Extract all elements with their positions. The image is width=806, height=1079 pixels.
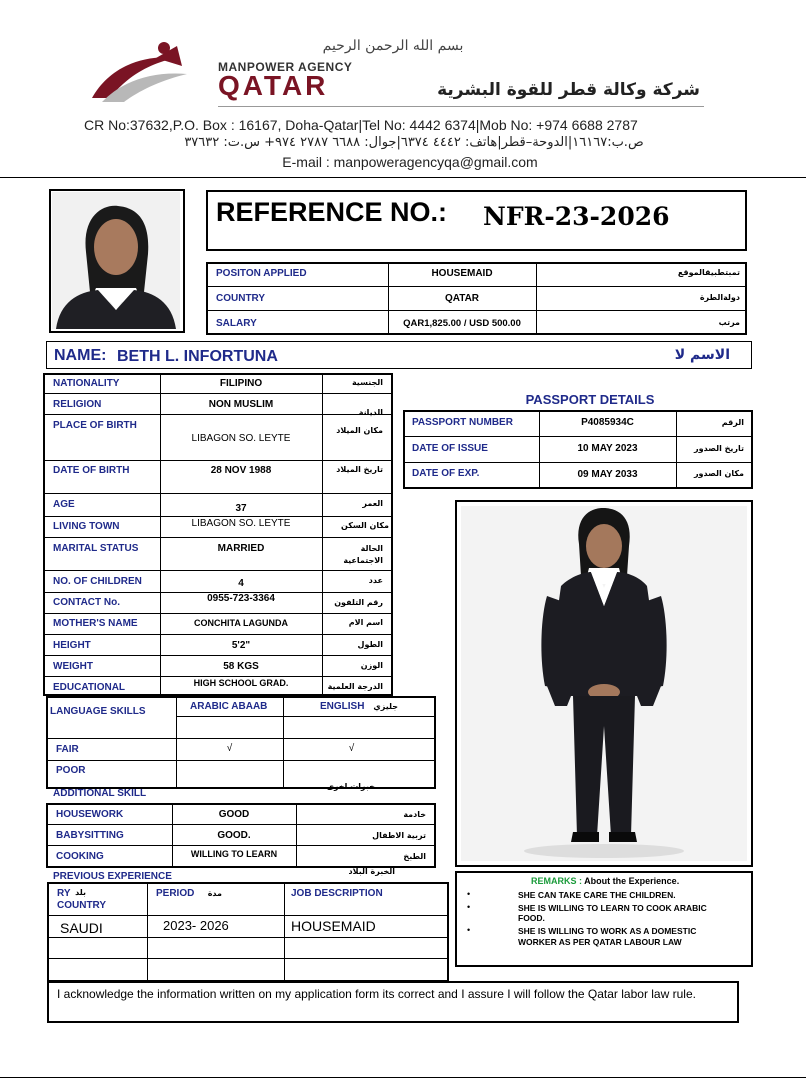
salary-value: QAR1,825.00 / USD 500.00	[403, 318, 521, 329]
fair-english-check: √	[348, 743, 355, 754]
religion-value: NON MUSLIM	[208, 399, 274, 410]
experience-period-value: 2023- 2026	[163, 918, 229, 933]
agency-big-name: QATAR	[218, 70, 329, 101]
housework-label: HOUSEWORK	[56, 809, 124, 820]
place-of-birth-value: LIBAGON SO. LEYTE	[191, 433, 291, 444]
language-row-divider	[47, 738, 435, 739]
name-value: BETH L. INFORTUNA	[117, 348, 278, 365]
experience-row-divider	[48, 915, 448, 916]
housework-arabic: خادمة	[403, 810, 426, 819]
educational-arabic: الدرجة العلمية	[327, 682, 383, 691]
age-value: 37	[235, 503, 247, 514]
country-value: QATAR	[444, 293, 480, 304]
language-skills-label: LANGUAGE SKILLS	[50, 706, 146, 717]
remarks-heading	[531, 876, 679, 886]
full-body-photo-icon	[461, 506, 747, 861]
date-of-exp-value: 09 MAY 2033	[577, 469, 638, 480]
passport-number-label: PASSPORT NUMBER	[412, 417, 513, 428]
fair-label: FAIR	[56, 744, 79, 755]
nationality-arabic: الجنسية	[351, 378, 383, 387]
weight-arabic: الوزن	[360, 661, 383, 670]
bottom-divider	[0, 1077, 806, 1078]
bismillah-text: بسم الله الرحمن الرحيم	[322, 38, 464, 54]
header-line-english: CR No:37632,P.O. Box : 16167, Doha-Qatar|Tel No: 4442 6374|Mob No: +974 6688 2787	[84, 117, 638, 133]
contact-value: 0955-723-3364	[207, 593, 275, 604]
experience-job-value: HOUSEMAID	[291, 918, 376, 934]
passport-row-divider	[404, 436, 752, 437]
skill-col-divider	[296, 804, 297, 867]
educational-value: HIGH SCHOOL GRAD.	[193, 678, 289, 688]
religion-arabic: الديانة	[358, 408, 383, 417]
name-label: NAME:	[54, 347, 107, 364]
passport-number-arabic: الرقم	[721, 418, 744, 427]
position-applied-value: HOUSEMAID	[431, 268, 493, 279]
position-applied-label: POSITON APPLIED	[216, 268, 307, 279]
english-column-header: ENGLISH	[320, 701, 365, 712]
height-value: 5'2"	[231, 640, 251, 651]
top-divider	[0, 177, 806, 178]
period-column-header: PERIOD	[156, 888, 195, 899]
date-of-exp-label: DATE OF EXP.	[412, 468, 480, 479]
remarks-bullet: •	[467, 925, 471, 935]
height-label: HEIGHT	[53, 640, 91, 651]
date-of-birth-label: DATE OF BIRTH	[53, 465, 130, 476]
country-column-arabic: بلد	[75, 888, 86, 897]
date-of-birth-value: 28 NOV 1988	[210, 465, 272, 476]
living-town-arabic: مكان السكن	[341, 521, 389, 530]
position-col-divider	[536, 263, 537, 334]
mothers-name-value: CONCHITA LAGUNDA	[194, 618, 288, 628]
header-rule	[218, 106, 704, 107]
name-arabic: الاسم لا	[674, 347, 730, 363]
babysitting-arabic: تربية الاطفال	[372, 831, 426, 840]
date-of-issue-arabic: تاريخ الصدور	[694, 444, 744, 453]
language-row-divider	[47, 760, 435, 761]
place-of-birth-label: PLACE OF BIRTH	[53, 420, 137, 431]
marital-status-label: MARITAL STATUS	[53, 543, 139, 554]
passport-row-divider	[404, 462, 752, 463]
country-column-header: RY	[57, 888, 71, 899]
previous-experience-arabic: الخبرة البلاد	[348, 867, 395, 876]
height-arabic: الطول	[357, 640, 383, 649]
skill-row-divider	[47, 824, 435, 825]
position-row-divider	[207, 286, 746, 287]
age-label: AGE	[53, 499, 75, 510]
passport-col-divider	[676, 411, 677, 488]
living-town-label: LIVING TOWN	[53, 521, 120, 532]
nationality-value: FILIPINO	[219, 378, 263, 389]
position-applied-arabic: تمبتطبيقالموقع	[677, 268, 740, 277]
date-of-birth-arabic: تاريخ الميلاد	[336, 465, 383, 474]
skill-row-divider	[47, 845, 435, 846]
weight-value: 58 KGS	[223, 661, 259, 672]
country-column-header-2: COUNTRY	[57, 900, 107, 911]
agency-small-name: MANPOWER AGENCY	[218, 60, 353, 74]
additional-skill-label: ADDITIONAL SKILL	[53, 788, 147, 799]
marital-status-arabic: الحالة الاجتماعية	[343, 544, 383, 565]
passport-title: PASSPORT DETAILS	[525, 392, 655, 407]
children-value: 4	[238, 578, 244, 589]
date-of-exp-arabic: مكان الصدور	[693, 469, 744, 478]
agency-arabic-name: شركة وكالة قطر للقوة البشرية	[437, 80, 700, 100]
header-line-arabic: ص.ب:١٦١٦٧|الدوحة–قطر|هاتف: ٤٤٤٢ ٦٣٧٤|جوال: ٦٦٨٨ ٢٧٨٧ ٩٧٤+ س.ت: ٣٧٦٣٢	[184, 135, 644, 150]
babysitting-label: BABYSITTING	[56, 830, 124, 841]
fair-arabic-check: √	[226, 743, 233, 754]
country-label: COUNTRY	[216, 293, 266, 304]
experience-table	[47, 882, 449, 982]
remarks-item: SHE IS WILLING TO WORK AS A DOMESTIC WORKER AS PER QATAR LABOUR LAW	[518, 926, 697, 947]
age-arabic: العمر	[362, 499, 383, 508]
remarks-item: SHE CAN TAKE CARE THE CHILDREN.	[518, 890, 676, 900]
babysitting-value: GOOD.	[217, 830, 251, 841]
children-arabic: عدد	[368, 576, 383, 585]
date-of-issue-label: DATE OF ISSUE	[412, 443, 488, 454]
remarks-label: REMARKS :	[531, 876, 582, 886]
remarks-bullet: •	[467, 902, 471, 912]
living-town-value: LIBAGON SO. LEYTE	[191, 518, 291, 529]
contact-arabic: رقم التلفون	[334, 598, 383, 607]
weight-label: WEIGHT	[53, 661, 93, 672]
header-email: E-mail : manpoweragencyqa@gmail.com	[282, 154, 538, 170]
children-label: NO. OF CHILDREN	[53, 576, 142, 587]
salary-label: SALARY	[216, 318, 257, 329]
remarks-bullet: •	[467, 889, 471, 899]
mothers-name-arabic: اسم الام	[348, 618, 383, 627]
agency-logo-icon	[82, 36, 217, 106]
additional-skill-arabic: خبرات اخرى	[326, 782, 375, 791]
cooking-label: COOKING	[56, 851, 104, 862]
arabic-column-header: ARABIC ABAAB	[190, 701, 268, 712]
marital-status-value: MARRIED	[217, 543, 265, 554]
passport-number-value: P4085934C	[581, 417, 634, 428]
reference-label: REFERENCE NO.:	[216, 197, 448, 227]
poor-label: POOR	[56, 765, 86, 776]
housework-value: GOOD	[218, 809, 250, 820]
job-column-header: JOB DESCRIPTION	[291, 888, 383, 899]
position-row-divider	[207, 310, 746, 311]
language-row-divider	[176, 716, 435, 717]
experience-row-divider	[48, 958, 448, 959]
salary-arabic: مرتب	[718, 318, 740, 327]
previous-experience-label: PREVIOUS EXPERIENCE	[53, 871, 172, 882]
english-column-arabic: جليزي	[373, 702, 398, 711]
mothers-name-label: MOTHER'S NAME	[53, 618, 138, 629]
place-of-birth-arabic: مكان الميلاد	[336, 426, 383, 435]
contact-label: CONTACT No.	[53, 597, 121, 608]
period-column-arabic: مدة	[207, 889, 222, 898]
cooking-arabic: الطبخ	[403, 852, 426, 861]
remarks-item: SHE IS WILLING TO LEARN TO COOK ARABIC FOOD.	[518, 903, 707, 923]
educational-label: EDUCATIONAL	[53, 682, 126, 693]
cooking-value: WILLING TO LEARN	[190, 849, 278, 859]
nationality-label: NATIONALITY	[53, 378, 120, 389]
reference-number: NFR-23-2026	[483, 202, 670, 231]
country-arabic: دولةالطرة	[699, 293, 740, 302]
personal-col-divider	[322, 374, 323, 695]
experience-col-divider	[284, 883, 285, 981]
acknowledgement-text: I acknowledge the information written on my application form its correct and I assure I will follow the Qatar labor law rule.	[57, 987, 696, 1001]
experience-country-value: SAUDI	[60, 920, 103, 936]
experience-row-divider	[48, 937, 448, 938]
remarks-title: About the Experience.	[584, 876, 680, 886]
religion-label: RELIGION	[53, 399, 102, 410]
date-of-issue-value: 10 MAY 2023	[577, 443, 638, 454]
experience-col-divider	[147, 883, 148, 981]
headshot-photo-icon	[52, 192, 180, 329]
